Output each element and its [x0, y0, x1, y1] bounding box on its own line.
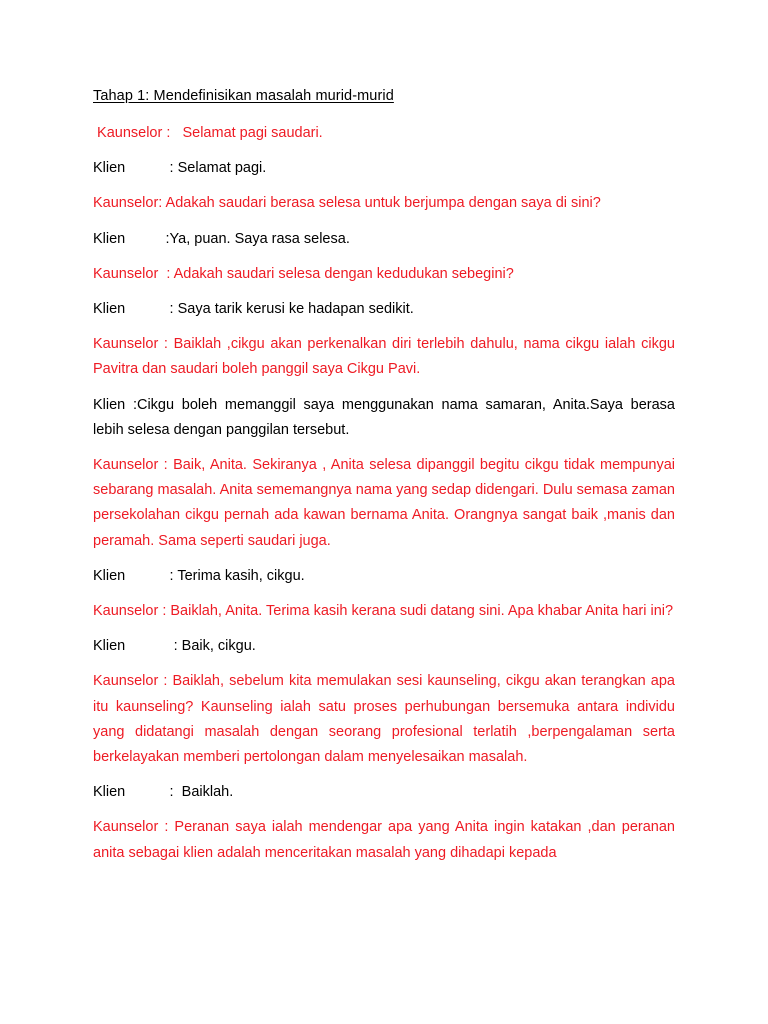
- dialogue-line-client: Klien :Ya, puan. Saya rasa selesa.: [93, 230, 350, 247]
- section-heading: Tahap 1: Mendefinisikan masalah murid-murid: [93, 88, 394, 104]
- dialogue-line-client: Klien : Selamat pagi.: [93, 160, 267, 177]
- dialogue-line-counselor: Kaunselor : Selamat pagi saudari.: [93, 125, 323, 141]
- dialogue-line-counselor: Kaunselor: Adakah saudari berasa selesa untuk berjumpa dengan saya di sini?: [93, 195, 601, 212]
- dialogue-line-counselor: Kaunselor : Baiklah ,cikgu akan perkenalkan diri terlebih dahulu, nama cikgu ialah cikgu Pavitra dan saudari boleh panggil saya Cikgu Pavi.: [93, 336, 675, 378]
- dialogue-line-client: Klien :Cikgu boleh memanggil saya menggunakan nama samaran, Anita.Saya berasa lebih selesa dengan panggilan tersebut.: [93, 396, 675, 438]
- dialogue-line-counselor: Kaunselor : Peranan saya ialah mendengar apa yang Anita ingin katakan ,dan peranan anita sebagai klien adalah menceritakan masalah yang dihadapi kepada: [93, 819, 675, 861]
- dialogue-line-counselor: Kaunselor : Adakah saudari selesa dengan kedudukan sebegini?: [93, 265, 514, 282]
- dialogue-line-counselor: Kaunselor : Baiklah, Anita. Terima kasih kerana sudi datang sini. Apa khabar Anita hari ini?: [93, 603, 674, 620]
- dialogue-line-counselor: Kaunselor : Baik, Anita. Sekiranya , Anita selesa dipanggil begitu cikgu tidak mempunyai sebarang masalah. Anita sememangnya nama yang sedap didengari. Dulu semasa zaman persekolahan cikgu pernah ada kawan bernama Anita. Orangnya sangat baik ,manis dan peramah. Sama seperti saudari juga.: [93, 457, 675, 549]
- dialogue-line-client: Klien : Baik, cikgu.: [93, 638, 256, 655]
- dialogue-line-client: Klien : Terima kasih, cikgu.: [93, 567, 305, 584]
- dialogue-line-client: Klien : Saya tarik kerusi ke hadapan sedikit.: [93, 301, 414, 318]
- dialogue-line-client: Klien : Baiklah.: [93, 784, 234, 801]
- dialogue-line-counselor: Kaunselor : Baiklah, sebelum kita memulakan sesi kaunseling, cikgu akan terangkan apa itu kaunseling? Kaunseling ialah satu proses perhubungan bersemuka antara individu yang didatangi masalah dengan seorang profesional terlatih ,berpengalaman serta berkelayakan memberi pertolongan dalam menyelesaikan masalah.: [93, 673, 675, 766]
